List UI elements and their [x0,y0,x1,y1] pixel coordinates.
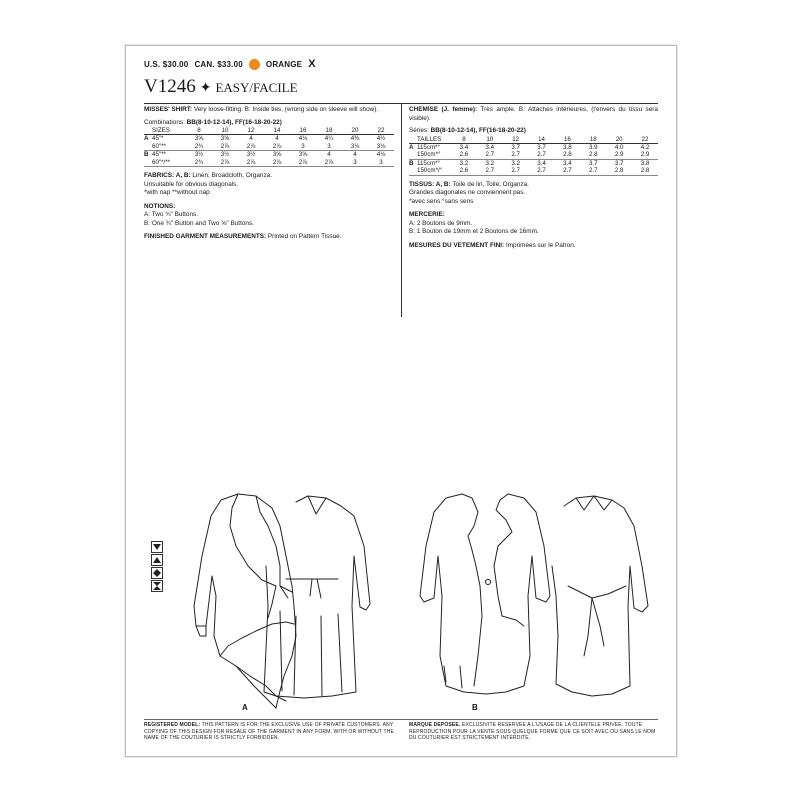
legal-en: REGISTERED MODEL: THIS PATTERN IS FOR THE EXCLUSIVE USE OF PRIVATE CUSTOMERS. ANY COPYING OF THIS DESIGN FOR RESALE OF THE GARMENT IN ANY FORM, WITH OR WITHOUT THE NAME OF THE COUTURIER IS STRICTLY FORBIDDEN. [144,722,394,742]
notions-en: NOTIONS: A: Two ¾" Buttons. B: One ¾" Button and Two ⅝" Buttons. [144,202,254,227]
desc-fr: CHEMISE (J. femme): Très ample. B: Attaches intérieures, (l'envers du tissu sera visible). [409,106,658,122]
legal-divider [144,719,658,720]
arrow-up-down-icon [151,567,163,579]
fabrics-en: FABRICS: A, B: Linen, Broadcloth, Organza. Unsuitable for obvious diagonals. *with nap **without nap [144,172,272,197]
table-header: SIZES 8 10 12 14 16 18 20 22 [144,127,394,135]
notions-fr: MERCERIE: A: 2 Boutons de 9mm. B: 1 Bouton de 19mm et 2 Boutons de 16mm. [409,211,539,236]
table-row: 150cm*/° 2.6 2.7 2.7 2.7 2.7 2.7 2.8 2.8 [409,167,658,175]
combos-fr: Séries: BB(8-10-12-14), FF(16-18-20-22) [409,127,526,134]
yardage-table-fr [409,136,658,176]
orange-dot-icon [249,59,260,70]
view-b-label: B [472,703,478,712]
yardage-table-en [144,127,394,167]
table-row: B 115cm*° 3.2 3.2 3.2 3.4 3.4 3.7 3.7 3.8 [409,159,650,167]
price-row [144,58,316,70]
arrow-hourglass-icon [151,580,163,592]
easy-label: EASY/FACILE [215,80,298,95]
pattern-envelope-back [125,45,677,757]
legal-fr: MARQUE DEPOSEE. EXCLUSIVITE RESERVEE A L'USAGE DE LA CLIENTELE PRIVEE. TOUTE REPRODUCTION POUR LA VENTE SOUS QUELQUE FORME QUE CE SOIT AVEC OU SANS LE NOM DU COUTURIER EST STRICTEMENT INTERDITE. [409,722,656,742]
english-column [144,106,394,242]
color-label: ORANGE [265,59,303,69]
table-row: A 115cm*° 3.4 3.4 3.7 3.7 3.8 3.9 4.0 4.2 [409,143,650,151]
pattern-code: V1246 [144,76,196,97]
view-b-front-outline [420,494,550,694]
finished-en: FINISHED GARMENT MEASUREMENTS: Printed on Pattern Tissue. [144,233,342,241]
view-a-illustration [176,486,391,716]
table-row: B 45"** 3½ 3½ 3½ 3⅝ 3⅝ 4 4 4⅛ [144,151,386,159]
arrow-up-icon [151,554,163,566]
arrow-legend [151,541,163,592]
desc-en: MISSES' SHIRT: Very loose-fitting. B: Inside ties, (wrong side on sleeve will show). [144,106,379,113]
table-row: 60"*/** 2¾ 2⅞ 2⅞ 2⅞ 2⅞ 2⅞ 3 3 [144,159,394,167]
arrow-down-icon [151,541,163,553]
view-a-front-outline [194,494,276,708]
pattern-title [144,76,298,98]
view-a-label: A [242,703,248,712]
combos-en: Combinations: BB(8-10-12-14), FF(16-18-20-22) [144,118,282,126]
table-row: 150cm*° 2.6 2.7 2.7 2.7 2.8 2.8 2.9 2.9 [409,151,658,159]
table-row: 60"** 2¾ 2⅞ 2⅞ 2⅞ 3 3 3⅛ 3⅛ [144,143,394,151]
price-can: CAN. $33.00 [194,59,243,69]
price-us: U.S. $30.00 [144,59,189,69]
french-column [409,106,658,250]
diamond-star-icon: ✦ [199,79,212,95]
column-divider [401,104,402,317]
table-row: A 45"* 3⅝ 3⅝ 4 4 4⅛ 4¼ 4⅜ 4½ [144,135,386,143]
fabrics-fr: TISSUS: A, B: Toile de lin, Toile, Organza. Grandes diagonales ne conviennent pas. *avec sens °sans sens [409,180,529,205]
view-b-illustration [416,486,656,716]
table-header: TAILLES 8 10 12 14 16 18 20 22 [409,136,658,144]
finished-fr: MESURES DU VETEMENT FINI: Imprimées sur le Patron. [409,241,576,249]
color-mark: X [308,58,316,70]
